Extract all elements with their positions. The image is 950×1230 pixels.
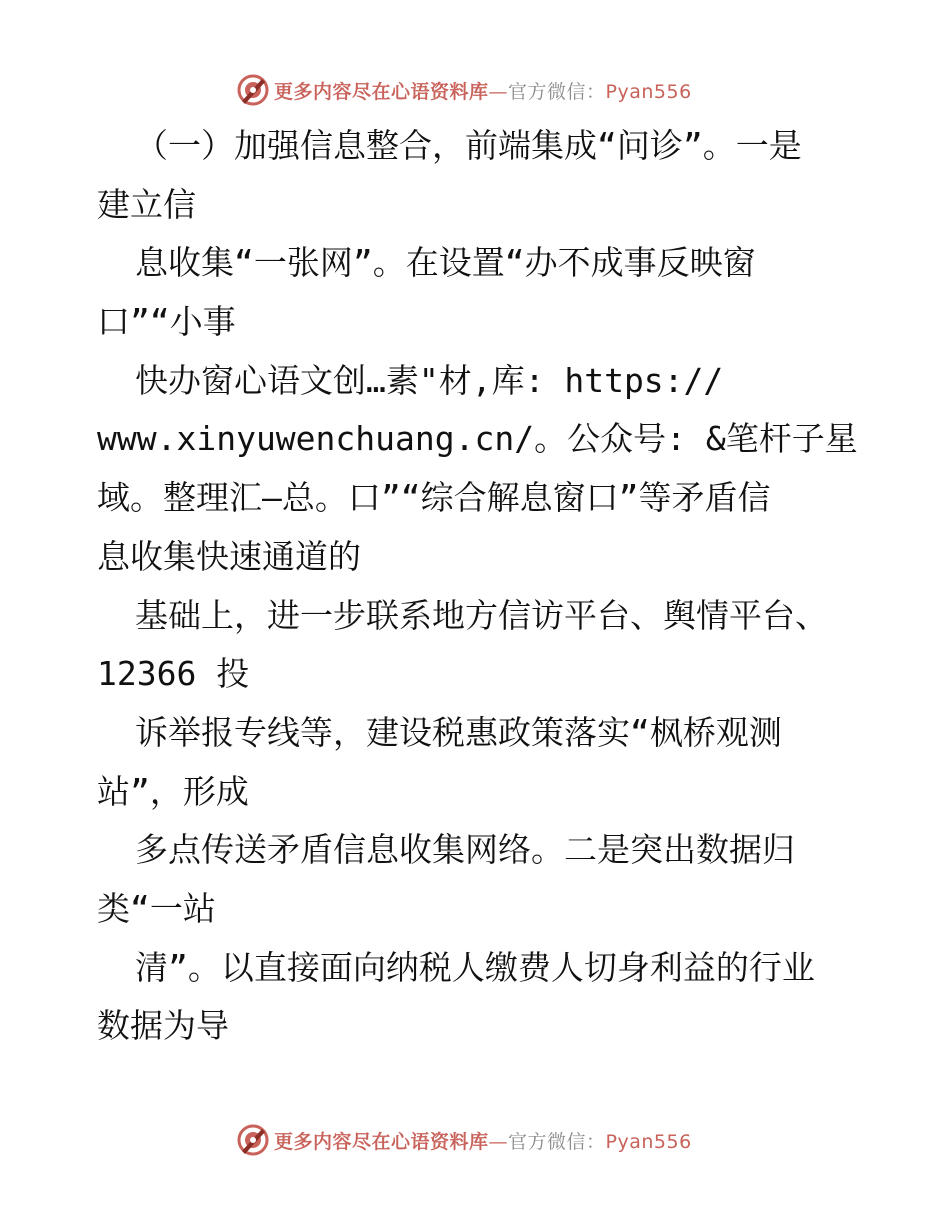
pen-logo-icon <box>236 73 270 107</box>
document-body <box>97 117 877 1056</box>
text-line: 域。整理汇—总。口”“综合解息窗口”等矛盾信 <box>97 478 771 518</box>
text-line: 基础上，进一步联系地方信访平台、舆情平台、 <box>135 595 828 635</box>
text-line: 12366 投 <box>97 654 250 694</box>
text-line: 建立信 <box>97 184 196 224</box>
banner-dash: — <box>488 1130 509 1153</box>
banner-slogan: 更多内容尽在心语资料库 <box>274 80 489 103</box>
footer-banner <box>236 1123 692 1157</box>
banner-slogan: 更多内容尽在心语资料库 <box>274 1130 489 1153</box>
text-line: 类“一站 <box>97 888 216 928</box>
text-line: 诉举报专线等，建设税惠政策落实“枫桥观测 <box>135 712 782 752</box>
banner-wechat-id: Pyan556 <box>605 80 692 103</box>
banner-dash: — <box>488 80 509 103</box>
text-line: 站”，形成 <box>97 771 249 811</box>
text-line: 快办窗心语文创…素"材,库: https:// <box>135 360 724 400</box>
text-line: （一）加强信息整合，前端集成“问诊”。一是 <box>135 126 802 165</box>
text-line: 多点传送矛盾信息收集网络。二是突出数据归 <box>135 830 795 870</box>
banner-wechat-label: 官方微信： <box>508 80 606 103</box>
text-line: 清”。以直接面向纳税人缴费人切身利益的行业 <box>135 947 815 987</box>
header-banner <box>236 73 692 107</box>
text-line: 数据为导 <box>97 1006 229 1046</box>
banner-wechat-id: Pyan556 <box>605 1130 692 1153</box>
banner-wechat-label: 官方微信： <box>508 1130 606 1153</box>
pen-logo-icon <box>236 1123 270 1157</box>
text-line: 息收集“一张网”。在设置“办不成事反映窗 <box>135 243 756 283</box>
text-line: 息收集快速通道的 <box>97 536 361 576</box>
text-line: 口”“小事 <box>97 302 236 342</box>
text-line: www.xinyuwenchuang.cn/。公众号: &笔杆子星 <box>97 419 858 459</box>
